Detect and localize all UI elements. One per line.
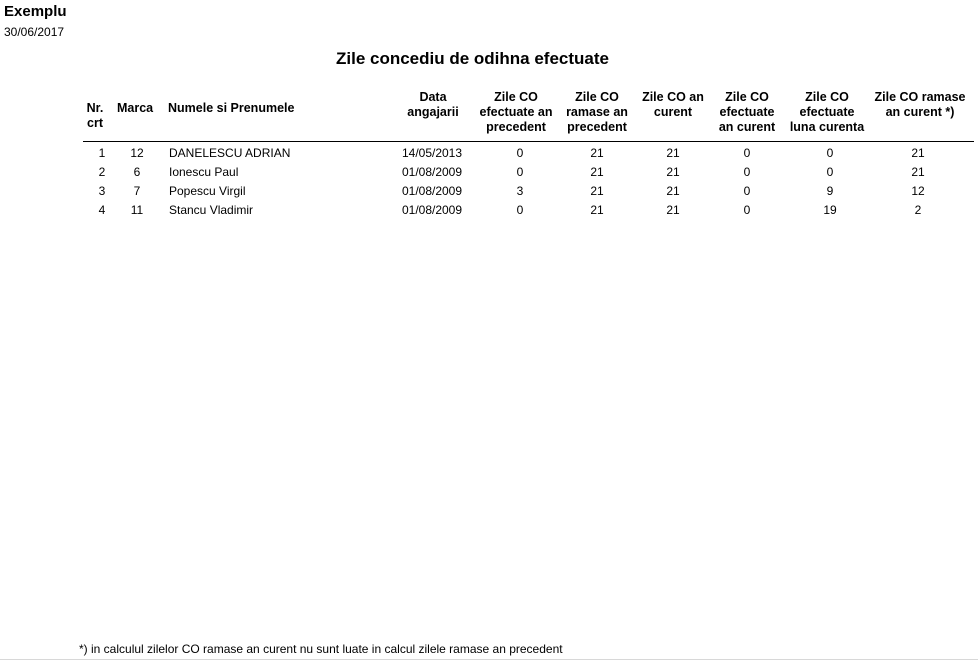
cell-co-ramase-curent: 21 xyxy=(911,146,925,160)
col-header-data-angajarii: Data angajarii xyxy=(407,90,459,119)
cell-data-angajarii: 01/08/2009 xyxy=(401,184,463,198)
col-header-co-ramase-an-curent: Zile CO ramase an curent *) xyxy=(874,90,966,119)
cell-co-ramase-curent: 21 xyxy=(911,165,925,179)
col-header-marca: Marca xyxy=(117,101,154,115)
cell-co-efectuate-curent: 0 xyxy=(743,184,751,198)
cell-co-efectuate-luna: 19 xyxy=(823,203,837,217)
cell-marca: 7 xyxy=(133,184,141,198)
cell-co-ramase-prec: 21 xyxy=(590,165,604,179)
col-header-co-efectuate-an-curent: Zile CO efectuate an curent xyxy=(718,90,776,134)
cell-co-ramase-prec: 21 xyxy=(590,146,604,160)
cell-nume: Popescu Virgil xyxy=(169,184,246,198)
footnote: *) in calculul zilelor CO ramase an curent nu sunt luate in calcul zilele ramase an precedent xyxy=(79,642,563,656)
header-divider xyxy=(83,141,974,142)
cell-nr: 4 xyxy=(98,203,106,217)
cell-co-ramase-curent: 2 xyxy=(914,203,922,217)
cell-data-angajarii: 01/08/2009 xyxy=(401,165,463,179)
cell-co-efectuate-prec: 0 xyxy=(516,146,524,160)
cell-nr: 3 xyxy=(98,184,106,198)
cell-marca: 12 xyxy=(130,146,144,160)
cell-co-efectuate-prec: 0 xyxy=(516,203,524,217)
cell-nume: DANELESCU ADRIAN xyxy=(169,146,291,160)
cell-co-an-curent: 21 xyxy=(666,146,680,160)
cell-co-an-curent: 21 xyxy=(666,203,680,217)
cell-marca: 11 xyxy=(130,203,144,217)
cell-co-ramase-prec: 21 xyxy=(590,203,604,217)
cell-nume: Ionescu Paul xyxy=(169,165,239,179)
col-header-co-ramase-an-precedent: Zile CO ramase an precedent xyxy=(566,90,628,134)
cell-co-efectuate-curent: 0 xyxy=(743,146,751,160)
cell-co-ramase-curent: 12 xyxy=(911,184,925,198)
cell-co-efectuate-curent: 0 xyxy=(743,203,751,217)
company-name: Exemplu xyxy=(4,3,67,20)
cell-nume: Stancu Vladimir xyxy=(169,203,254,217)
table-row xyxy=(0,165,978,184)
col-header-nr-crt: Nr. crt xyxy=(86,101,104,130)
cell-co-efectuate-luna: 9 xyxy=(826,184,834,198)
cell-data-angajarii: 14/05/2013 xyxy=(401,146,463,160)
col-header-co-efectuate-luna-curenta: Zile CO efectuate luna curenta xyxy=(789,90,865,134)
table-row xyxy=(0,184,978,203)
cell-co-ramase-prec: 21 xyxy=(590,184,604,198)
cell-co-efectuate-curent: 0 xyxy=(743,165,751,179)
cell-marca: 6 xyxy=(133,165,141,179)
cell-co-efectuate-luna: 0 xyxy=(826,165,834,179)
col-header-co-efectuate-an-precedent: Zile CO efectuate an precedent xyxy=(479,90,553,134)
col-header-co-an-curent: Zile CO an curent xyxy=(642,90,704,119)
report-title: Zile concediu de odihna efectuate xyxy=(336,49,609,68)
col-header-nume: Numele si Prenumele xyxy=(168,101,295,115)
table-row xyxy=(0,203,978,222)
table-row xyxy=(0,146,978,165)
cell-co-efectuate-luna: 0 xyxy=(826,146,834,160)
cell-co-efectuate-prec: 0 xyxy=(516,165,524,179)
cell-co-an-curent: 21 xyxy=(666,165,680,179)
report-date: 30/06/2017 xyxy=(4,25,65,39)
cell-co-efectuate-prec: 3 xyxy=(516,184,524,198)
cell-co-an-curent: 21 xyxy=(666,184,680,198)
cell-nr: 2 xyxy=(98,165,106,179)
cell-data-angajarii: 01/08/2009 xyxy=(401,203,463,217)
cell-nr: 1 xyxy=(98,146,106,160)
